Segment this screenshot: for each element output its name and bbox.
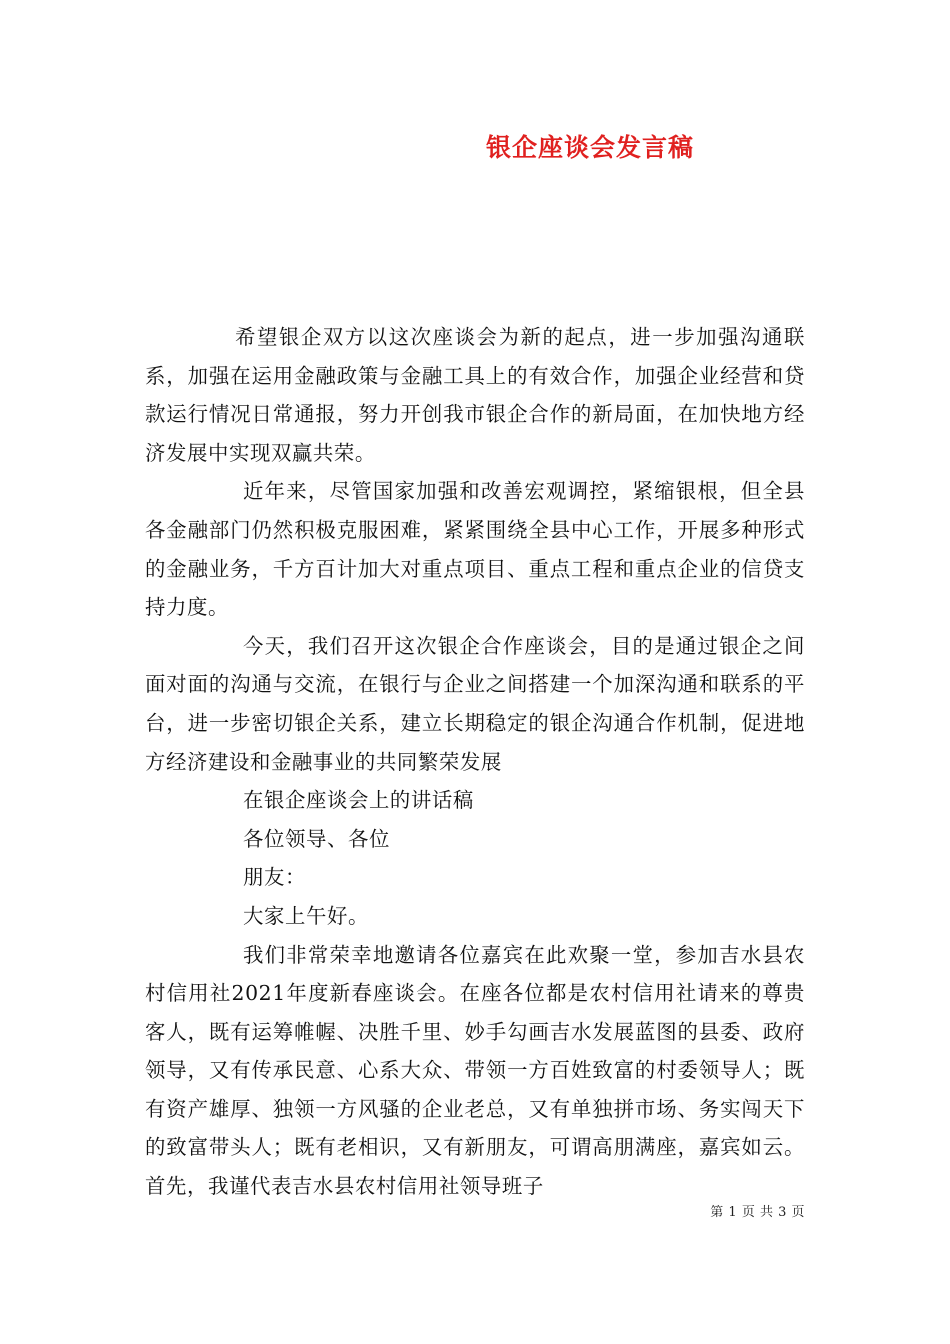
document-title: 银企座谈会发言稿: [485, 133, 694, 162]
greeting-line: 大家上午好。: [243, 903, 369, 928]
paragraph-2: 近年来，尽管国家加强和改善宏观调控，紧缩银根，但全县各金融部门仍然积极克服困难，紧紧围绕全县中心工作，开展多种形式的金融业务，千方百计加大对重点项目、重点工程和重点企业的信贷支持力度。: [145, 479, 805, 620]
salutation-line-2: 朋友：: [243, 865, 306, 890]
paragraph-3: 今天，我们召开这次银企合作座谈会，目的是通过银企之间面对面的沟通与交流，在银行与企业之间搭建一个加深沟通和联系的平台，进一步密切银企关系，建立长期稳定的银企沟通合作机制，促进地方经济建设和金融事业的共同繁荣发展: [145, 633, 805, 774]
paragraph-1: 希望银企双方以这次座谈会为新的起点，进一步加强沟通联系，加强在运用金融政策与金融工具上的有效合作，加强企业经营和贷款运行情况日常通报，努力开创我市银企合作的新局面，在加快地方经济发展中实现双赢共荣。: [145, 325, 805, 465]
page-number-footer: 第 1 页 共 3 页: [710, 1205, 805, 1220]
speech-title-line: 在银企座谈会上的讲话稿: [243, 788, 474, 813]
document-body: [145, 318, 805, 1206]
paragraph-4: 我们非常荣幸地邀请各位嘉宾在此欢聚一堂，参加吉水县农村信用社2021年度新春座谈会。在座各位都是农村信用社请来的尊贵客人，既有运筹帷幄、决胜千里、妙手勾画吉水发展蓝图的县委、政府领导，又有传承民意、心系大众、带领一方百姓致富的村委领导人；既有资产雄厚、独领一方风骚的企业老总，又有单独拼市场、务实闯天下的致富带头人；既有老相识，又有新朋友，可谓高朋满座，嘉宾如云。首先，我谨代表吉水县农村信用社领导班子: [145, 942, 805, 1199]
salutation-line-1: 各位领导、各位: [243, 826, 390, 851]
